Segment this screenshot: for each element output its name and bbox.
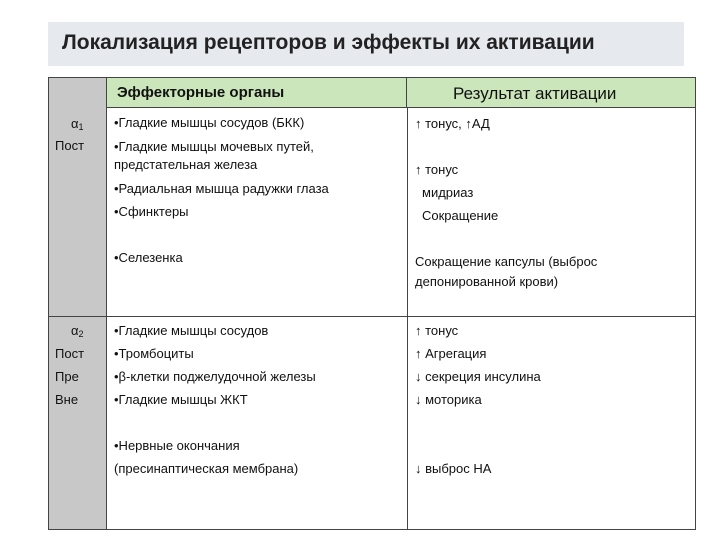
result-item: депонированной крови): [415, 274, 559, 289]
organ-item: •Сфинктеры: [114, 204, 189, 219]
result-item: ↑ тонус: [415, 162, 459, 177]
header-result: [407, 78, 695, 108]
result-item: ↓ секреция инсулина: [415, 369, 541, 384]
result-item: Сокращение капсулы (выброс: [415, 254, 598, 269]
result-item: Сокращение: [422, 208, 499, 223]
row-divider: [49, 316, 695, 317]
organ-item: •Селезенка: [114, 250, 183, 265]
header-organs-label: Эффекторные органы: [117, 84, 285, 101]
location-post: Пост: [55, 138, 85, 153]
organ-item: •Радиальная мышца радужки глаза: [114, 181, 329, 196]
organ-item: •Гладкие мышцы мочевых путей,: [114, 139, 314, 154]
organ-item: •Нервные окончания: [114, 438, 240, 453]
receptor-alpha2: $\alpha_2$: [71, 323, 84, 339]
organ-item: •Гладкие мышцы ЖКТ: [114, 392, 248, 407]
organ-item: •Тромбоциты: [114, 346, 194, 361]
location-pre: Пре: [55, 369, 79, 384]
organ-item: •β-клетки поджелудочной железы: [114, 369, 316, 384]
result-item: ↓ выброс НА: [415, 461, 492, 476]
header-organs: [107, 78, 407, 108]
column-divider: [407, 108, 408, 529]
result-item: ↑ тонус: [415, 323, 459, 338]
result-item: ↓ моторика: [415, 392, 482, 407]
header-result-label: Результат активации: [453, 84, 617, 103]
receptor-alpha1: $\alpha_1$: [71, 116, 84, 132]
organ-item: предстательная железа: [114, 157, 258, 172]
result-item: мидриаз: [422, 185, 474, 200]
organ-item: (пресинаптическая мембрана): [114, 461, 299, 476]
organ-item: •Гладкие мышцы сосудов (БКК): [114, 115, 305, 130]
title-bar: [48, 22, 684, 66]
organ-item: •Гладкие мышцы сосудов: [114, 323, 269, 338]
location-post: Пост: [55, 346, 85, 361]
slide-title: Локализация рецепторов и эффекты их активации: [62, 31, 595, 54]
result-item: ↑ тонус, ↑АД: [415, 116, 490, 131]
receptor-table: [48, 77, 696, 530]
result-item: ↑ Агрегация: [415, 346, 487, 361]
location-extra: Вне: [55, 392, 79, 407]
